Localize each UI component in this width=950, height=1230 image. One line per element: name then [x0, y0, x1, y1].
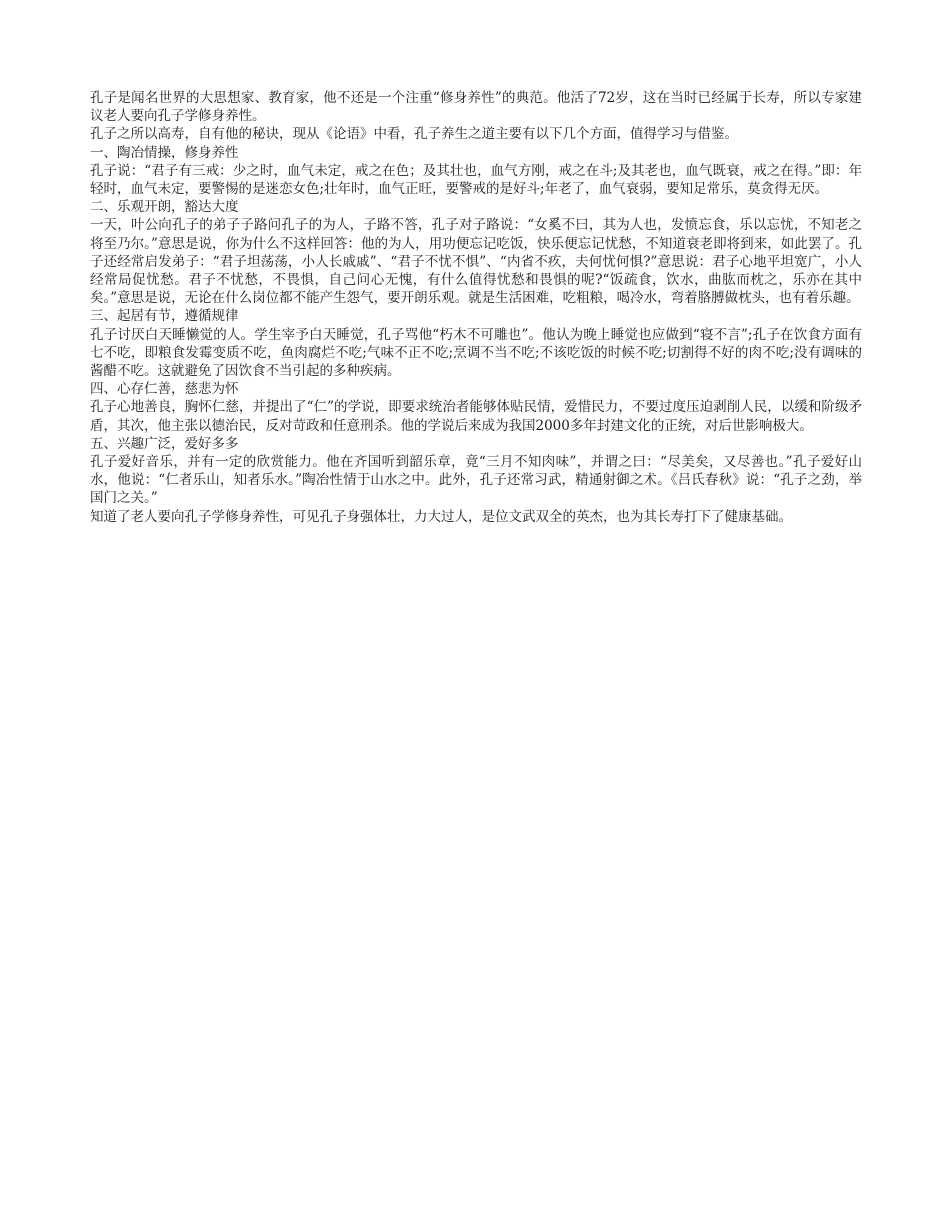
paragraph-section-3: 孔子讨厌白天睡懒觉的人。学生宰予白天睡觉，孔子骂他“朽木不可雕也”。他认为晚上睡觉也应做到“寝不言”;孔子在饮食方面有七不吃，即粮食发霉变质不吃，鱼肉腐烂不吃;气味不正不吃;烹调不当不吃;不该吃饭的时候不吃;切割得不好的肉不吃;没有调味的酱醋不吃。这就避免了因饮食不当引起的多种疾病。: [90, 326, 862, 380]
section-heading-4: 四、心存仁善，慈悲为怀: [90, 381, 239, 398]
document-body: [90, 89, 862, 526]
section-heading-1: 一、陶冶情操，修身养性: [90, 144, 239, 161]
section-heading-5: 五、兴趣广泛，爱好多多: [90, 435, 239, 452]
paragraph-section-2: 一天，叶公向孔子的弟子子路问孔子的为人，子路不答，孔子对子路说：“女奚不曰，其为人也，发愤忘食，乐以忘忧，不知老之将至乃尔。”意思是说，你为什么不这样回答：他的为人，用功便忘记吃饭，快乐便忘记忧愁，不知道衰老即将到来，如此罢了。孔子还经常启发弟子：“君子坦荡荡，小人长戚戚”、“君子不忧不惧”、“内省不疚，夫何忧何惧?”意思说：君子心地平坦宽广，小人经常局促忧愁。君子不忧愁，不畏惧，自己问心无愧，有什么值得忧愁和畏惧的呢?“饭疏食，饮水，曲肱而枕之，乐亦在其中矣。”意思是说，无论在什么岗位都不能产生怨气，要开朗乐观。就是生活困难，吃粗粮，喝冷水，弯着胳膊做枕头，也有着乐趣。: [90, 217, 862, 307]
paragraph-section-4: 孔子心地善良，胸怀仁慈，并提出了“仁”的学说，即要求统治者能够体贴民情，爱惜民力，不要过度压迫剥削人民，以缓和阶级矛盾，其次，他主张以德治民，反对苛政和任意刑杀。他的学说后来成为我国2000多年封建文化的正统，对后世影响极大。: [90, 399, 862, 434]
paragraph-section-5: 孔子爱好音乐，并有一定的欣赏能力。他在齐国听到韶乐章，竟“三月不知肉味”，并谓之曰：“尽美矣，又尽善也。”孔子爱好山水，他说：“仁者乐山，知者乐水。”陶冶性情于山水之中。此外，孔子还常习武，精通射御之术。《吕氏春秋》说：“孔子之劲，举国门之关。”: [90, 454, 862, 507]
section-heading-3: 三、起居有节，遵循规律: [90, 308, 239, 325]
paragraph-secret: 孔子之所以高寿，自有他的秘诀，现从《论语》中看，孔子养生之道主要有以下几个方面，值得学习与借鉴。: [90, 126, 738, 143]
paragraph-section-1: 孔子说：“君子有三戒：少之时，血气未定，戒之在色；及其壮也，血气方刚，戒之在斗;及其老也，血气既衰，戒之在得。”即：年轻时，血气未定，要警惕的是迷恋女色;壮年时，血气正旺，要警戒的是好斗;年老了，血气衰弱，要知足常乐，莫贪得无厌。: [90, 162, 862, 198]
paragraph-intro: 孔子是闻名世界的大思想家、教育家，他不还是一个注重“修身养性”的典范。他活了72岁，这在当时已经属于长寿，所以专家建议老人要向孔子学修身养性。: [90, 90, 862, 125]
section-heading-2: 二、乐观开朗，豁达大度: [90, 199, 239, 216]
paragraph-conclusion: 知道了老人要向孔子学修身养性，可见孔子身强体壮，力大过人，是位文武双全的英杰，也为其长寿打下了健康基础。: [90, 508, 792, 525]
